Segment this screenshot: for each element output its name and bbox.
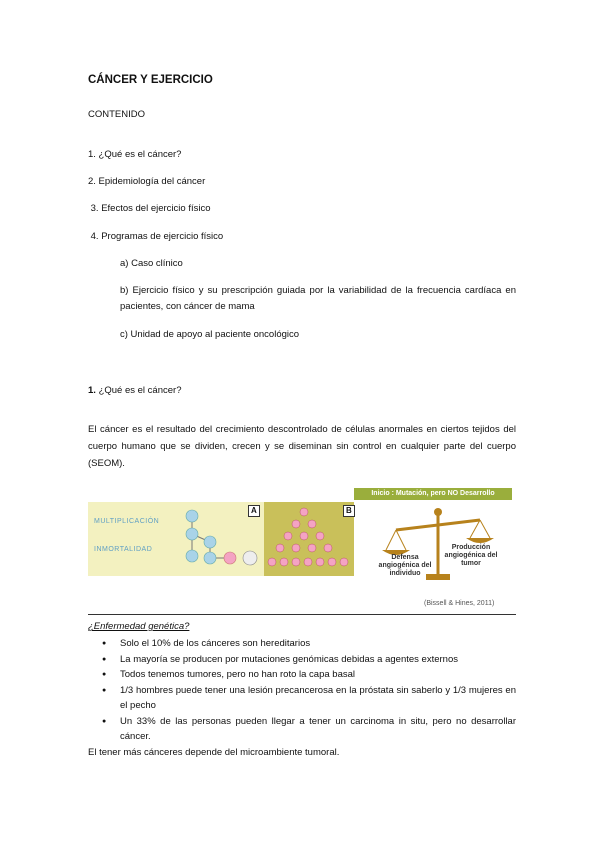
subtoc-item-b: b) Ejercicio físico y su prescripción guiada por la variabilidad de la frecuencia cardíaca en pacientes, con cáncer de mama: [120, 285, 516, 312]
divider: [88, 614, 516, 615]
list-item: ● Solo el 10% de los cánceres son hereditarios: [88, 636, 516, 652]
closing-sentence: El tener más cánceres depende del microambiente tumoral.: [88, 747, 340, 758]
production-label: Producción angiogénica del tumor: [444, 544, 498, 567]
contents-label: CONTENIDO: [88, 109, 145, 120]
panel-b-cells-icon: [266, 504, 352, 574]
section-1-title: ¿Qué es el cáncer?: [98, 385, 182, 396]
toc-item-3: 3. Efectos del ejercicio físico: [88, 203, 211, 214]
panel-a-letter: A: [248, 505, 260, 517]
section-1-paragraph: El cáncer es el resultado del crecimiento descontrolado de células anormales en ciertos tejidos del cuerpo humano que se dividen, crecen y se diseminan sin control en cualquier parte del cuerpo (SEOM).: [88, 424, 516, 469]
figure-citation: (Bissell & Hines, 2011): [424, 600, 495, 607]
subtoc-item-a: a) Caso clínico: [120, 258, 183, 269]
list-item: ● La mayoría se producen por mutaciones genómicas debidas a agentes externos: [88, 652, 516, 668]
toc-item-2: 2. Epidemiología del cáncer: [88, 176, 206, 187]
section-1-number: 1.: [88, 385, 96, 396]
defense-label: Defensa angiogénica del individuo: [378, 554, 432, 577]
multiplication-label: MULTIPLICACIÓN: [94, 518, 160, 525]
page-title: CÁNCER Y EJERCICIO: [88, 74, 213, 86]
toc-item-1: 1. ¿Qué es el cáncer?: [88, 149, 182, 160]
panel-a-cells-icon: [178, 504, 264, 574]
cancer-figure: [88, 488, 516, 610]
genetic-bullet-list: [88, 636, 516, 745]
genetic-heading: ¿Enfermedad genética?: [88, 621, 190, 632]
toc-item-4: 4. Programas de ejercicio físico: [88, 231, 224, 242]
subtoc-item-c: c) Unidad de apoyo al paciente oncológico: [120, 329, 300, 340]
panel-b-letter: B: [343, 505, 355, 517]
list-item: ● 1/3 hombres puede tener una lesión precancerosa en la próstata sin saberlo y 1/3 mujeres en el pecho: [88, 683, 516, 714]
list-item: ● Todos tenemos tumores, pero no han roto la capa basal: [88, 667, 516, 683]
immortality-label: INMORTALIDAD: [94, 546, 153, 553]
figure-banner: Inicio : Mutación, pero NO Desarrollo: [354, 488, 512, 500]
list-item: ● Un 33% de las personas pueden llegar a tener un carcinoma in situ, pero no desarrollar cáncer.: [88, 714, 516, 745]
section-1-heading: [88, 384, 181, 397]
